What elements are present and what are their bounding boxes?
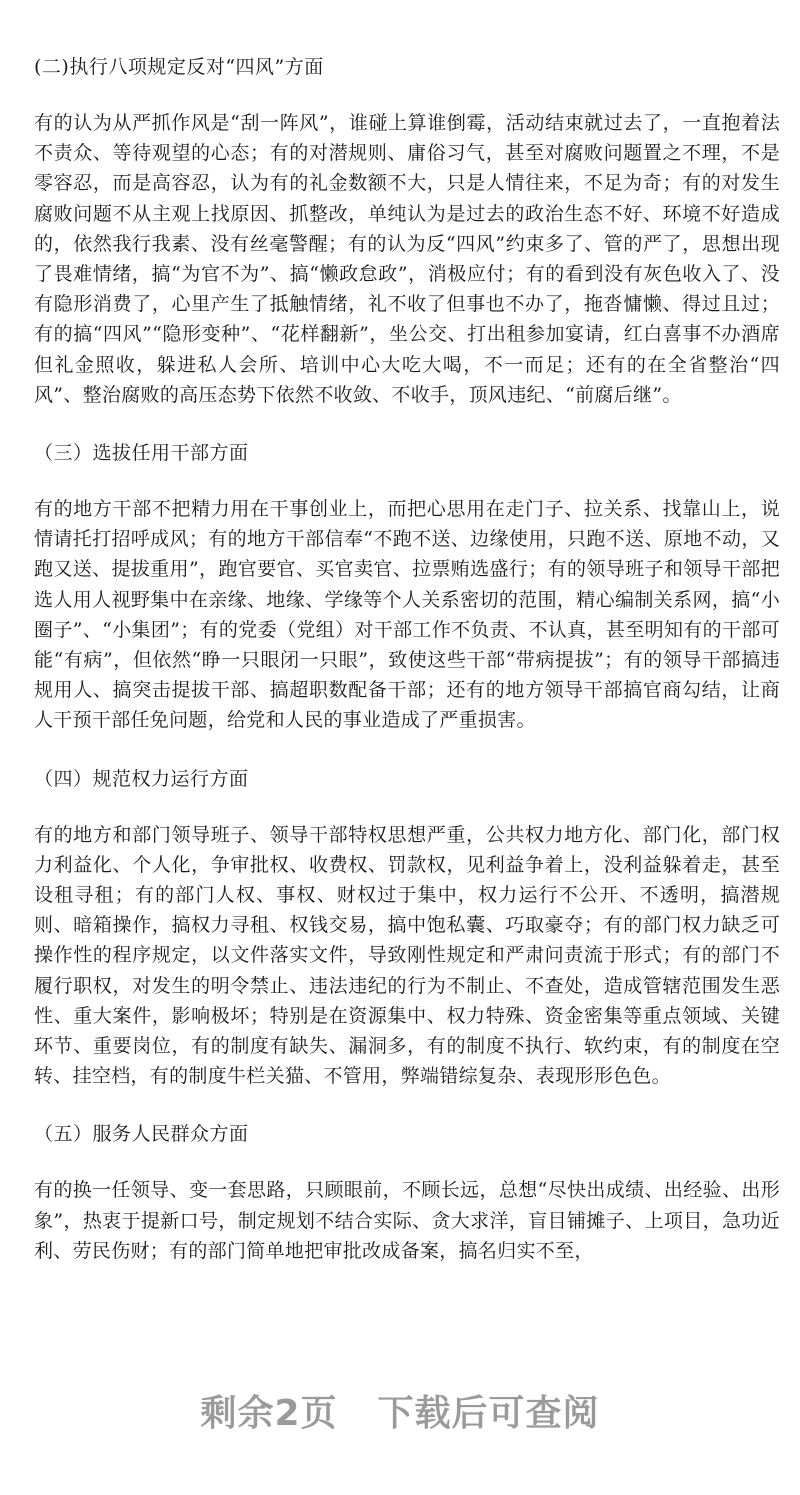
section-paragraph: 有的认为从严抓作风是“刮一阵风”，谁碰上算谁倒霉，活动结束就过去了，一直抱着法不责众、等待观望的心态；有的对潜规则、庸俗习气，甚至对腐败问题置之不理，不是零容忍，而是高容忍，认为有的礼金数额不大，只是人情往来，不足为奇；有的对发生腐败问题不从主观上找原因、抓整改，单纯认为是过去的政治生态不好、环境不好造成的，依然我行我素、没有丝毫警醒；有的认为反“四风”约束多了、管的严了，思想出现了畏难情绪，搞“为官不为”、搞“懒政怠政”，消极应付；有的看到没有灰色收入了、没有隐形消费了，心里产生了抵触情绪，礼不收了但事也不办了，拖沓慵懒、得过且过；有的搞“四风”“隐形变种”、“花样翻新”，坐公交、打出租参加宴请，红白喜事不办酒席但礼金照收，躲进私人会所、培训中心大吃大喝，不一而足；还有的在全省整治“四风”、整治腐败的高压态势下依然不收敛、不收手，顶风违纪、“前腐后继”。 — [34, 112, 780, 406]
section-heading: （四）规范权力运行方面 — [34, 767, 249, 790]
section-power-operation — [34, 764, 780, 1092]
remaining-pages-label: 剩余2页 — [200, 1393, 338, 1434]
document-page — [34, 52, 780, 1294]
section-heading: （三）选拔任用干部方面 — [34, 442, 249, 465]
section-paragraph: 有的地方和部门领导班子、领导干部特权思想严重，公共权力地方化、部门化，部门权力利益化、个人化，争审批权、收费权、罚款权，见利益争着上，没利益躲着走，甚至设租寻租；有的部门人权、事权、财权过于集中，权力运行不公开、不透明，搞潜规则、暗箱操作，搞权力寻租、权钱交易，搞中饱私囊、巧取豪夺；有的部门权力缺乏可操作性的程序规定，以文件落实文件，导致刚性规定和严肃问责流于形式；有的部门不履行职权，对发生的明令禁止、违法违纪的行为不制止、不查处，造成管辖范围发生恶性、重大案件，影响极坏；特别是在资源集中、权力特殊、资金密集等重点领域、关键环节、重要岗位，有的制度有缺失、漏洞多，有的制度不执行、软约束，有的制度在空转、挂空档，有的制度牛栏关猫、不管用，弊端错综复杂、表现形形色色。 — [34, 823, 780, 1088]
section-eight-rules — [34, 52, 780, 410]
section-cadre-selection — [34, 438, 780, 736]
download-prompt-label: 下载后可查阅 — [377, 1393, 600, 1434]
download-banner[interactable] — [0, 1385, 800, 1436]
section-paragraph: 有的地方干部不把精力用在干事创业上，而把心思用在走门子、拉关系、找靠山上，说情请托打招呼成风；有的地方干部信奉“不跑不送、边缘使用，只跑不送、原地不动，又跑又送、提拔重用”，跑官要官、买官卖官、拉票贿选盛行；有的领导班子和领导干部把选人用人视野集中在亲缘、地缘、学缘等个人关系密切的范围，精心编制关系网，搞“小圈子”、“小集团”；有的党委（党组）对干部工作不负责、不认真，甚至明知有的干部可能“有病”，但依然“睁一只眼闭一只眼”，致使这些干部“带病提拔”；有的领导干部搞违规用人、搞突击提拔干部、搞超职数配备干部；还有的地方领导干部搞官商勾结，让商人干预干部任免问题，给党和人民的事业造成了严重损害。 — [34, 498, 780, 732]
section-heading: (二)执行八项规定反对“四风”方面 — [34, 56, 324, 78]
section-serving-people — [34, 1119, 780, 1266]
section-heading: （五）服务人民群众方面 — [34, 1123, 249, 1146]
section-paragraph: 有的换一任领导、变一套思路，只顾眼前，不顾长远，总想“尽快出成绩、出经验、出形象”，热衷于提新口号，制定规划不结合实际、贪大求洋，盲目铺摊子、上项目，急功近利、劳民伤财；有的部门简单地把审批改成备案，搞名归实不至， — [34, 1179, 780, 1262]
